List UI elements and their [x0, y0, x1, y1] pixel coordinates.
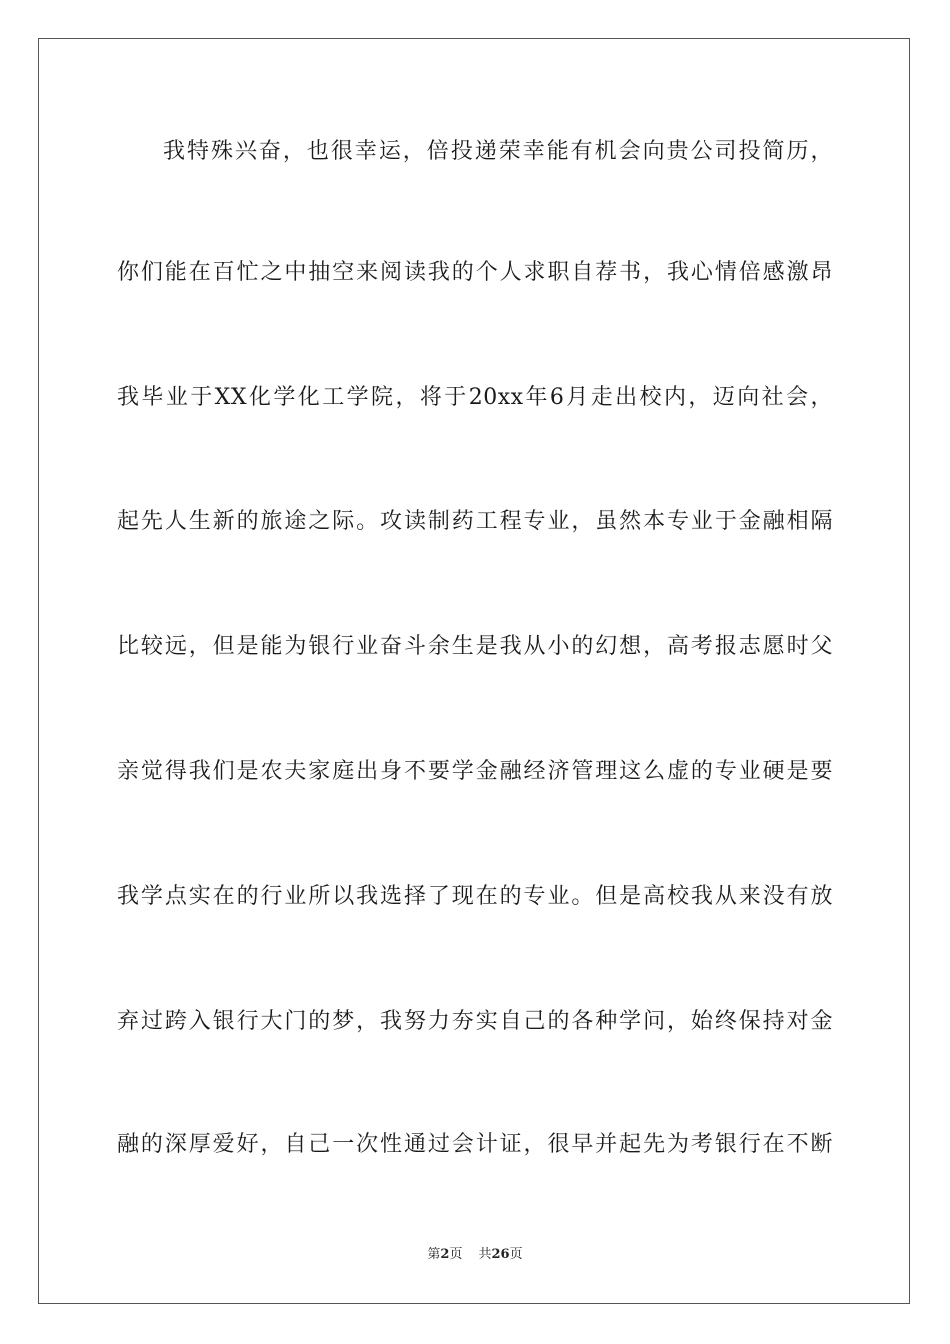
- paragraph-line: 我学点实在的行业所以我选择了现在的专业。但是高校我从来没有放: [117, 884, 833, 909]
- total-pages: 26: [491, 1247, 510, 1262]
- paragraph-line: 我特殊兴奋，也很幸运，倍投递荣幸能有机会向贵公司投简历，: [163, 139, 833, 164]
- paragraph-line: 弃过跨入银行大门的梦，我努力夯实自己的各种学问，始终保持对金: [117, 1009, 833, 1034]
- paragraph-line: 亲觉得我们是农夫家庭出身不要学金融经济管理这么虚的专业硬是要: [117, 759, 833, 784]
- total-prefix: 共: [478, 1247, 492, 1262]
- total-suffix: 页: [509, 1247, 523, 1262]
- paragraph-line: 我毕业于XX化学化工学院，将于20xx年6月走出校内，迈向社会，: [117, 385, 833, 410]
- page-suffix: 页: [449, 1247, 463, 1262]
- page-border: [38, 38, 910, 1304]
- paragraph-line: 你们能在百忙之中抽空来阅读我的个人求职自荐书，我心情倍感激昂: [117, 260, 833, 285]
- page-number: 2: [440, 1247, 450, 1262]
- paragraph-line: 融的深厚爱好，自己一次性通过会计证，很早并起先为考银行在不断: [117, 1132, 833, 1157]
- paragraph-line: 比较远，但是能为银行业奋斗余生是我从小的幻想，高考报志愿时父: [117, 634, 833, 659]
- page-footer: [0, 1246, 950, 1264]
- page-prefix: 第: [427, 1247, 441, 1262]
- paragraph-line: 起先人生新的旅途之际。攻读制药工程专业，虽然本专业于金融相隔: [117, 509, 833, 534]
